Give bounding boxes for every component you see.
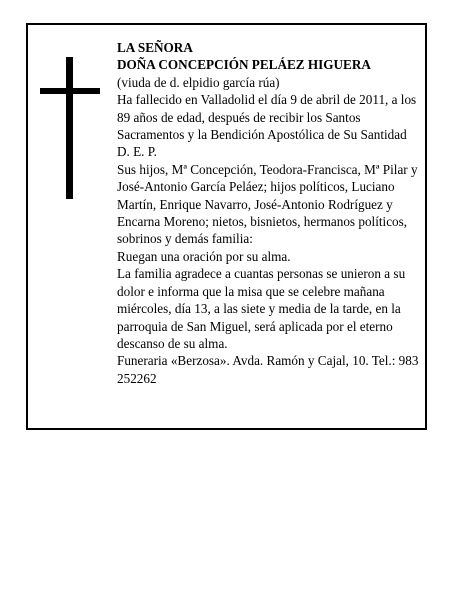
prayer-request: Ruegan una oración por su alma.	[117, 248, 291, 264]
widow-line: (viuda de d. elpidio garcía rúa)	[117, 74, 280, 90]
funeral-home-info: Funeraria «Berzosa». Avda. Ramón y Cajal, 10. Tel.: 983 252262	[117, 353, 419, 386]
cross-horizontal-bar	[40, 88, 100, 94]
obituary-notice	[26, 23, 427, 430]
deceased-name: DOÑA CONCEPCIÓN PELÁEZ HIGUERA	[117, 57, 371, 73]
family-list: Sus hijos, Mª Concepción, Teodora-Francisca, Mª Pilar y José-Antonio García Peláez; hijos políticos, Luciano Martín, Enrique Navarro, José-Antonio Rodríguez y Encarna Moreno; nietos, bisnietos, hermanos políticos, sobrinos y demás familia:	[117, 161, 418, 247]
cross-vertical-bar	[66, 57, 73, 199]
notice-text	[117, 39, 421, 387]
death-announcement: Ha fallecido en Valladolid el día 9 de abril de 2011, a los 89 años de edad, después de recibir los Santos Sacramentos y la Bendición Apostólica de Su Santidad	[117, 92, 417, 143]
dep-line: D. E. P.	[117, 144, 157, 160]
cross-icon	[40, 57, 100, 199]
mass-information: La familia agradece a cuantas personas se unieron a su dolor e informa que la misa que se celebre mañana miércoles, día 13, a las siete y media de la tarde, en la parroquia de San Miguel, será aplicada por el eterno descanso de su alma.	[117, 266, 406, 351]
notice-title: LA SEÑORA	[117, 40, 193, 55]
